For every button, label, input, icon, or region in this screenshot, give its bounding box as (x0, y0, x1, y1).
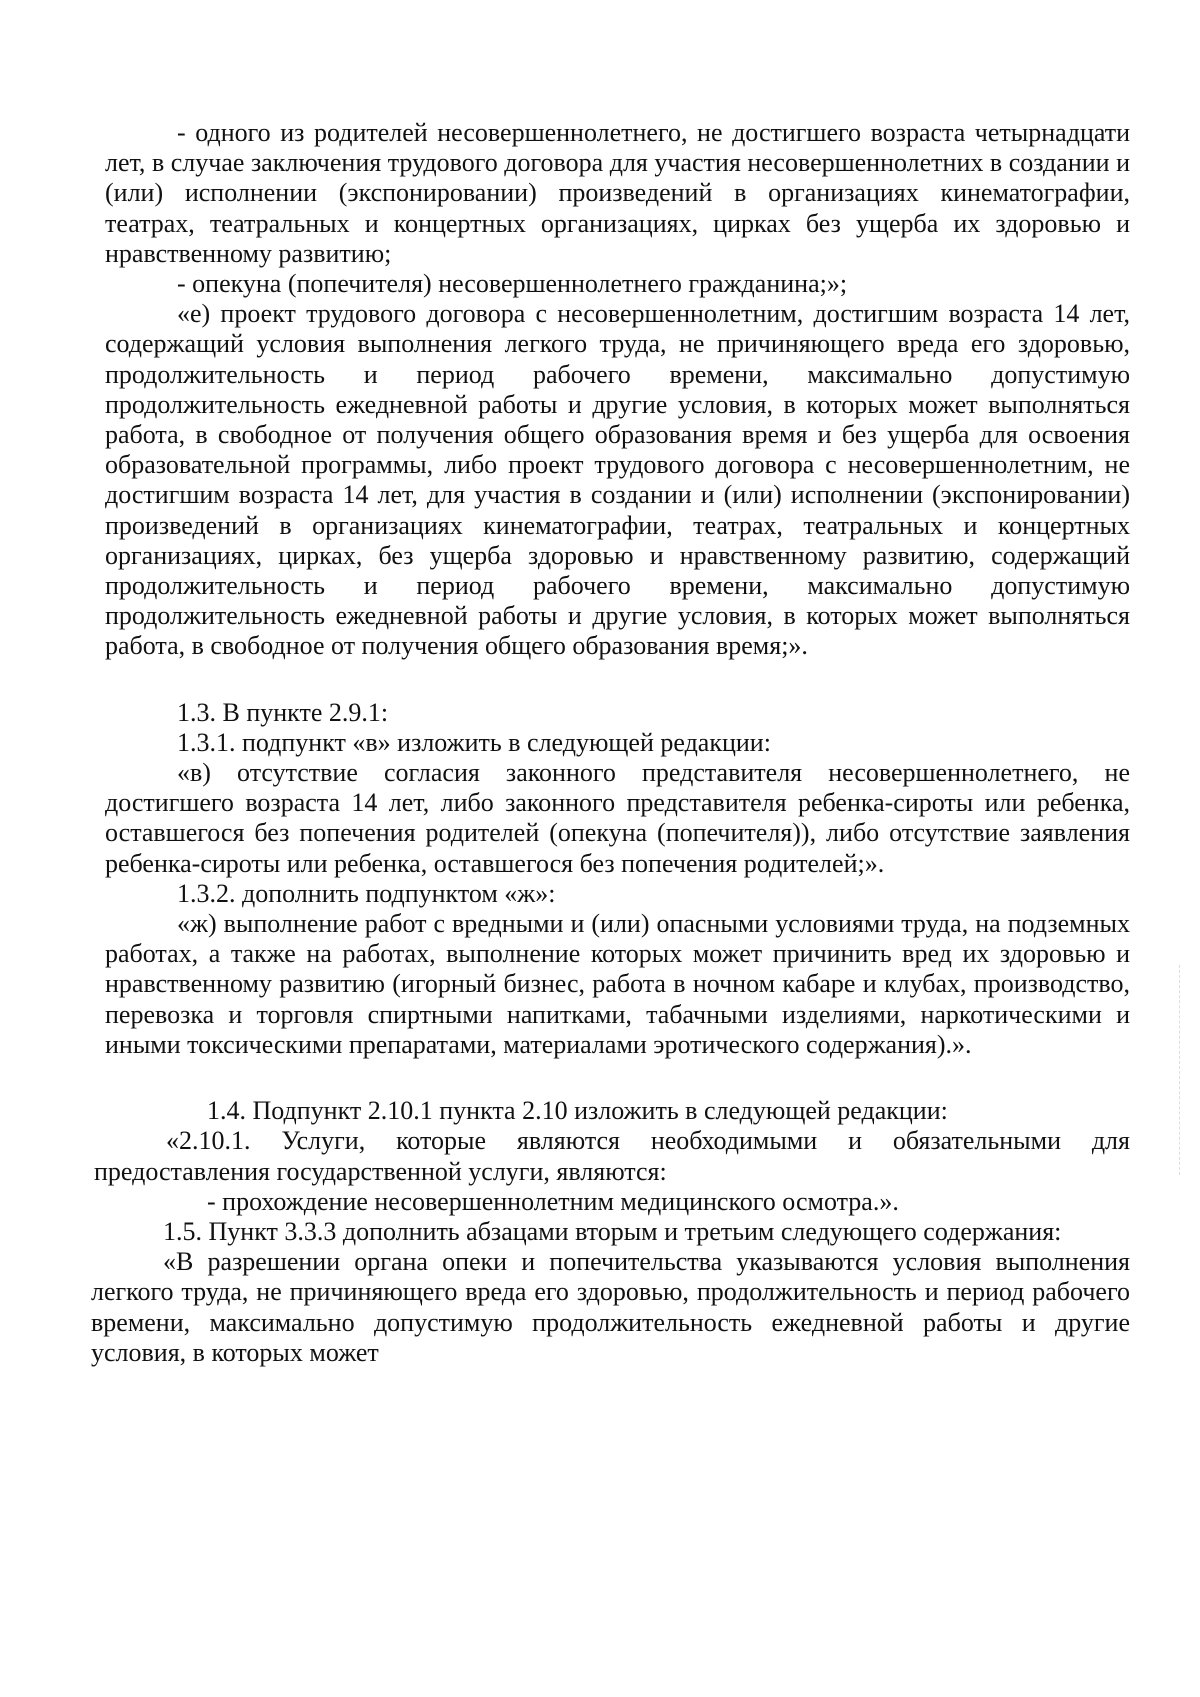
paragraph-medical-exam: - прохождение несовершеннолетним медицинского осмотра.». (207, 1186, 899, 1216)
paragraph-parents: - одного из родителей несовершеннолетнего, не достигшего возраста четырнадцати лет, в случае заключения трудового договора для участия несовершеннолетних в создании и (или) исполнении (экспонировании) произведений в организациях кинематографии, театрах, театральных и концертных организациях, цирках без ущерба их здоровью и нравственному развитию; (105, 118, 1130, 268)
section-1-4 (94, 1096, 1130, 1217)
paragraph-1-3-heading: 1.3. В пункте 2.9.1: (177, 697, 389, 727)
section-1-2-continuation (105, 118, 1130, 662)
paragraph-item-e: «е) проект трудового договора с несовершеннолетним, достигшим возраста 14 лет, содержащий условия выполнения легкого труда, не причиняющего вреда его здоровью, продолжительность и период рабочего времени, максимально допустимую продолжительность ежедневной работы и другие условия, в которых может выполняться работа, в свободное от получения общего образования время и без ущерба для освоения образовательной программы, либо проект трудового договора с несовершеннолетним, не достигшим возраста 14 лет, для участия в создании и (или) исполнении (экспонировании) произведений в организациях кинематографии, театрах, театральных и концертных организациях, цирках, без ущерба здоровью и нравственному развитию, содержащий продолжительность и период рабочего времени, максимально допустимую продолжительность ежедневной работы и другие условия, в которых может выполняться работа, в свободное от получения общего образования время;». (105, 299, 1130, 661)
paragraph-1-4-heading: 1.4. Подпункт 2.10.1 пункта 2.10 изложить в следующей редакции: (207, 1096, 948, 1126)
paragraph-1-3-1: 1.3.1. подпункт «в» изложить в следующей редакции: (177, 727, 771, 757)
spacer (105, 1060, 1130, 1096)
paragraph-item-zh: «ж) выполнение работ с вредными и (или) опасными условиями труда, на подземных работах, а также на работах, выполнение которых может причинить вред их здоровью и нравственному развитию (игорный бизнес, работа в ночном кабаре и клубах, производство, перевозка и торговля спиртными напитками, табачными изделиями, наркотическими и иными токсическими препаратами, материалами эротического содержания).». (105, 909, 1130, 1059)
spacer (105, 662, 1130, 698)
section-1-3 (105, 698, 1130, 1060)
paragraph-permission-conditions: «В разрешении органа опеки и попечительства указываются условия выполнения легкого труда, не причиняющего вреда его здоровью, продолжительность и период рабочего времени, максимально допустимую продолжительность ежедневной работы и другие условия, в которых может (91, 1247, 1130, 1367)
paragraph-guardian: - опекуна (попечителя) несовершеннолетнего гражданина;»; (177, 269, 848, 299)
paragraph-item-v: «в) отсутствие согласия законного представителя несовершеннолетнего, не достигшего возраста 14 лет, либо законного представителя ребенка-сироты или ребенка, оставшегося без попечения родителей (опекуна (попечителя)), либо отсутствие заявления ребенка-сироты или ребенка, оставшегося без попечения родителей;». (105, 758, 1130, 878)
section-1-5 (91, 1217, 1130, 1368)
paragraph-1-3-2: 1.3.2. дополнить подпунктом «ж»: (177, 878, 556, 908)
paragraph-1-5-heading: 1.5. Пункт 3.3.3 дополнить абзацами вторым и третьим следующего содержания: (163, 1216, 1062, 1246)
paragraph-2-10-1: «2.10.1. Услуги, которые являются необходимыми и обязательными для предоставления государственной услуги, являются: (94, 1126, 1130, 1186)
scan-margin-marks (1179, 965, 1186, 1175)
